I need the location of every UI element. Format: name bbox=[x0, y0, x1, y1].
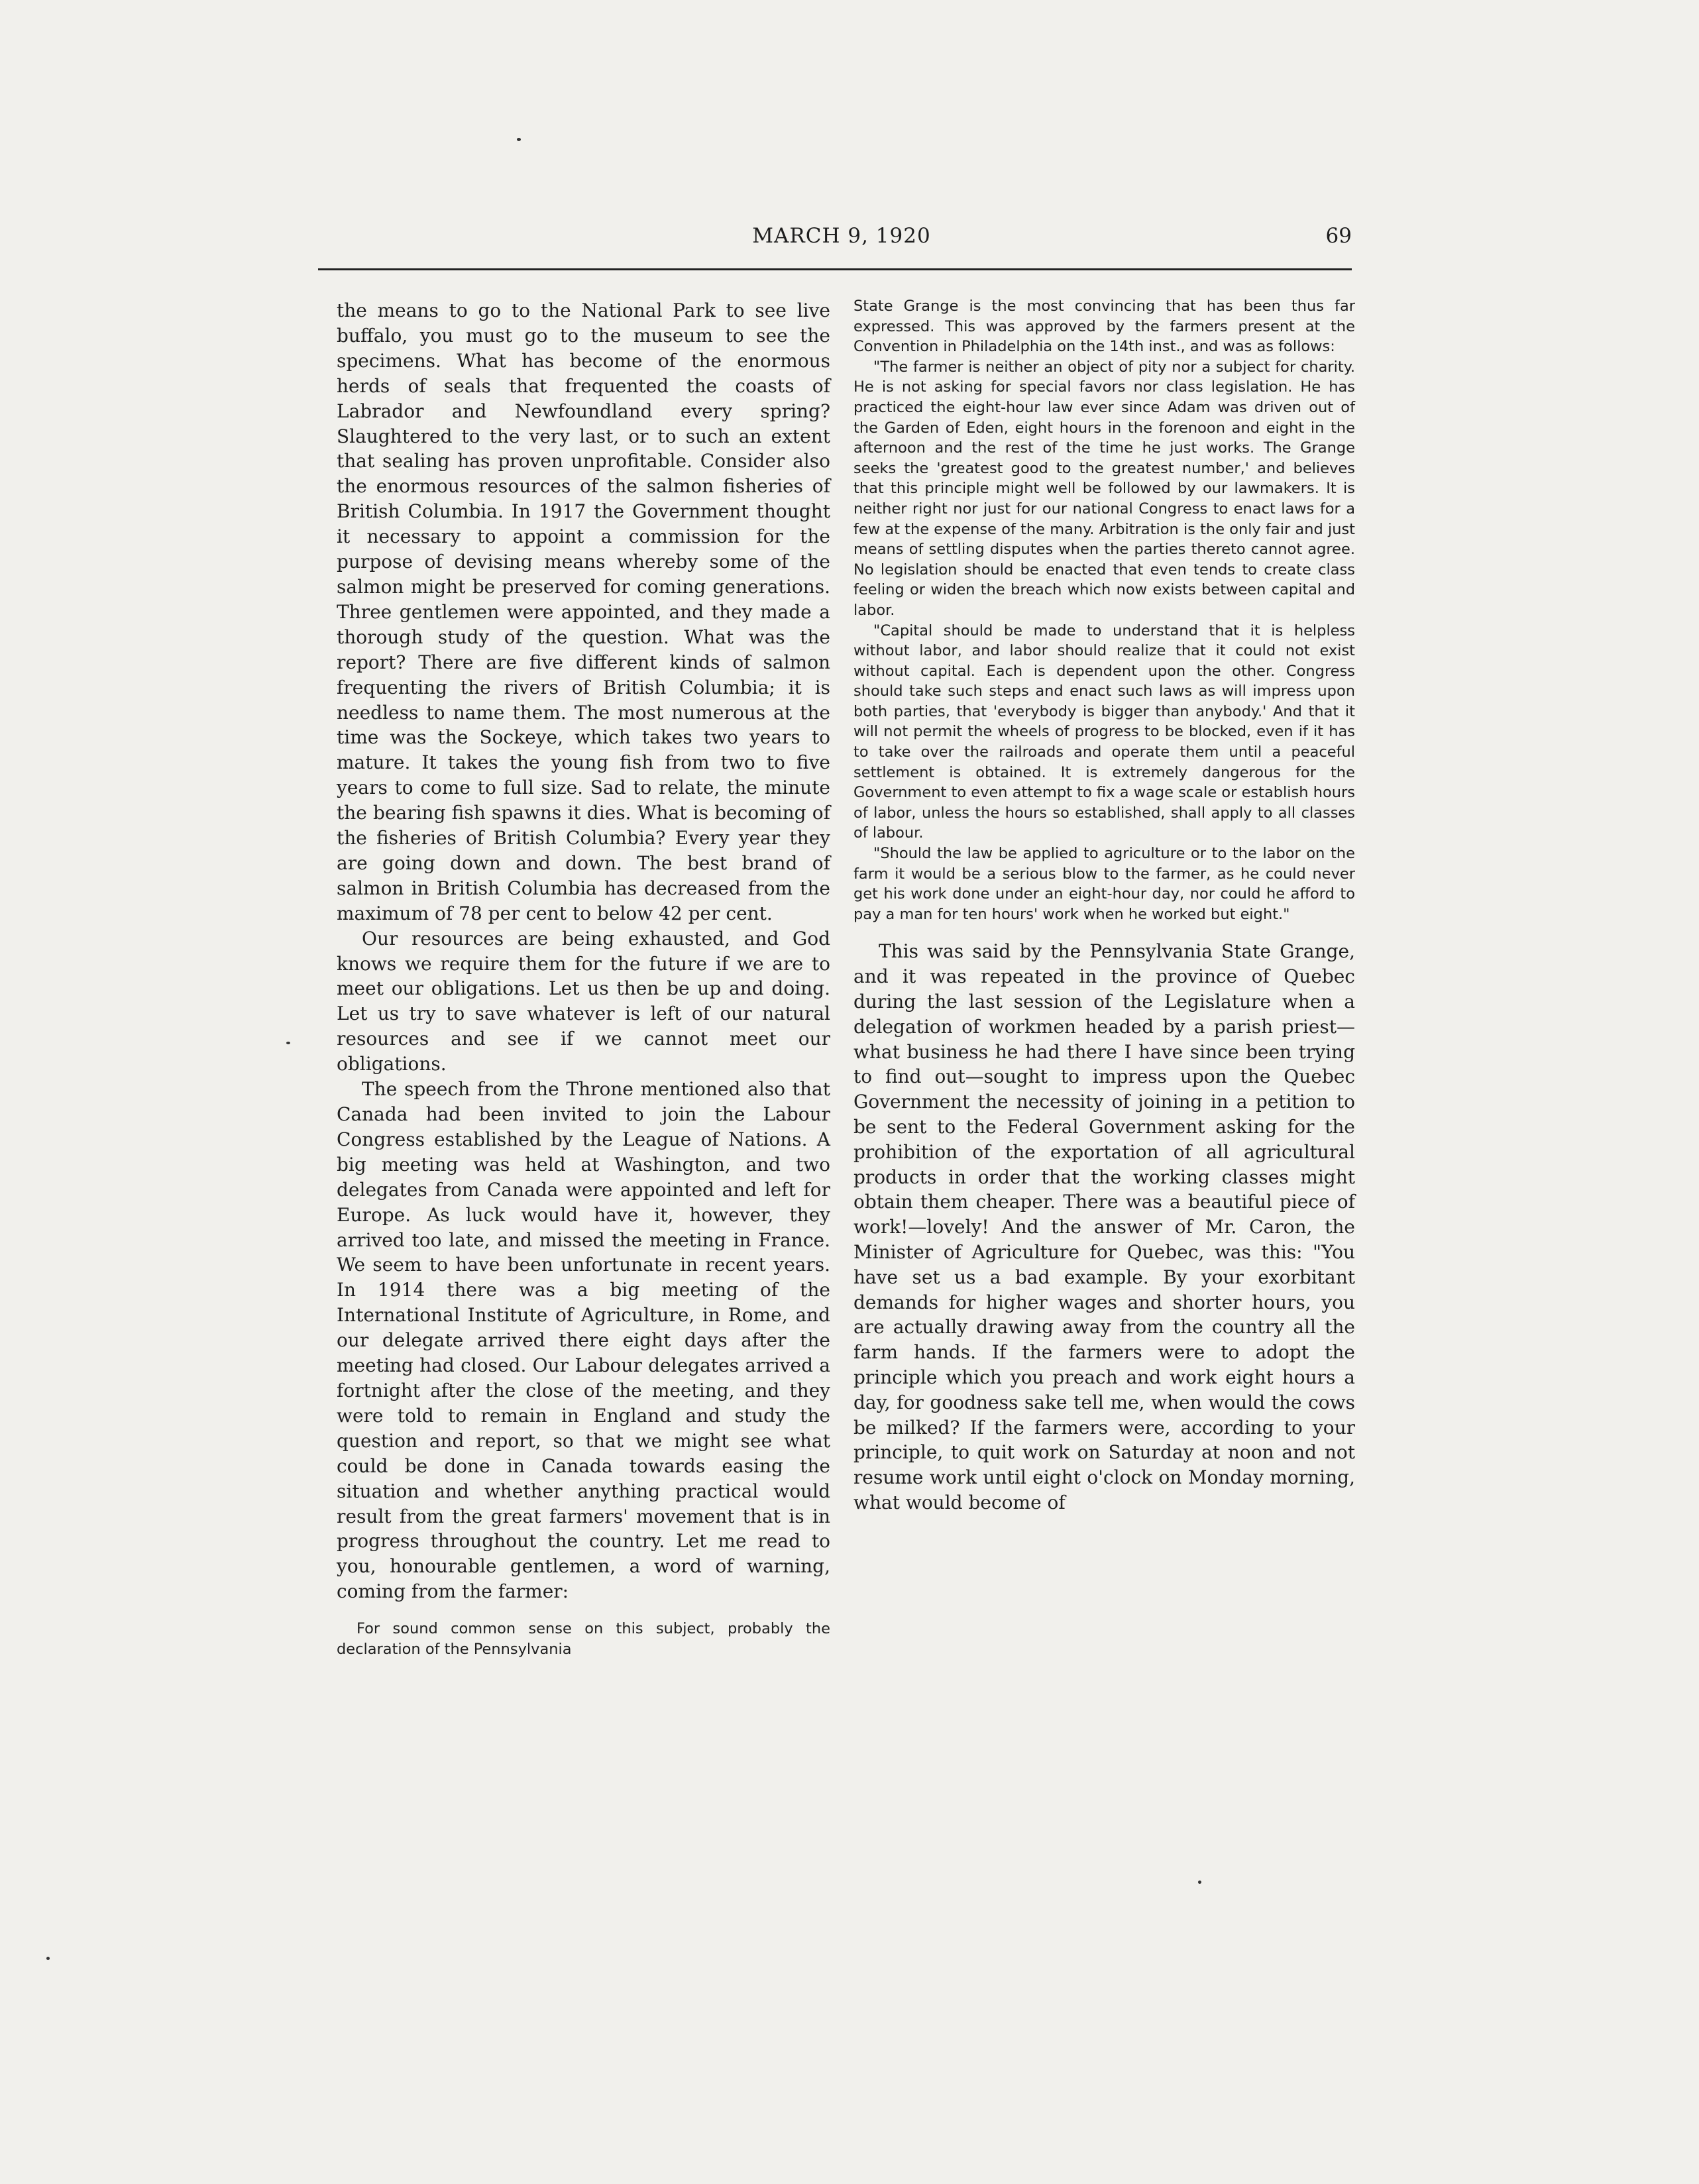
quoted-declaration bbox=[853, 296, 1355, 924]
right-body bbox=[853, 939, 1355, 1515]
right-small-paragraph-1: State Grange is the most convincing that has been thus far expressed. This was approved by the farmers present at the Convention in Philadelphia on the 14th inst., and was as follows: bbox=[853, 298, 1355, 356]
header-date: MARCH 9, 1920 bbox=[752, 224, 931, 248]
left-small-paragraph: For sound common sense on this subject, probably the declaration of the Pennsylvania bbox=[337, 1620, 830, 1658]
page-number: 69 bbox=[1325, 224, 1352, 248]
right-small-paragraph-2: "The farmer is neither an object of pity nor a subject for charity. He is not asking for special favors nor class legislation. He has practiced the eight-hour law ever since Adam was driven out of the Garden of Eden, eight hours in the forenoon and eight in the afternoon and the rest of the time he just works. The Grange seeks the 'greatest good to the greatest number,' and believes that this principle might well be followed by our lawmakers. It is neither right nor just for our national Congress to enact laws for a few at the expense of the many. Arbitration is the only fair and just means of settling disputes when the parties thereto cannot agree. No legislation should be enacted that even tends to create class feeling or widen the breach which now exists between capital and labor. bbox=[853, 358, 1355, 619]
right-small-paragraph-3: "Capital should be made to understand that it is helpless without labor, and labor should realize that it could not exist without capital. Each is dependent upon the other. Congress should take such steps and enact such laws as will impress upon both parties, that 'everybody is bigger than anybody.' And that it will not permit the wheels of progress to be blocked, even if it has to take over the railroads and operate them until a peaceful settlement is obtained. It is extremely dangerous for the Government to even attempt to fix a wage scale or establish hours of labor, unless the hours so established, shall apply to all classes of labour. bbox=[853, 622, 1355, 842]
right-small-paragraph-4: "Should the law be applied to agriculture or to the labor on the farm it would be a serious blow to the farmer, as he could never get his work done under an eight-hour day, nor could he afford to pay a man for ten hours' work when he worked but eight." bbox=[853, 845, 1355, 923]
right-column bbox=[853, 296, 1355, 1515]
scan-speck bbox=[286, 1042, 290, 1044]
left-column bbox=[337, 298, 830, 1659]
scan-speck bbox=[517, 138, 521, 141]
scan-speck bbox=[46, 1957, 50, 1960]
left-paragraph-3: The speech from the Throne mentioned also that Canada had been invited to join the Labour Congress established by the League of Nations. A big meeting was held at Washington, and two delegates from Canada were appointed and left for Europe. As luck would have it, however, they arrived too late, and missed the meeting in France. We seem to have been unfortunate in recent years. In 1914 there was a big meeting of the International Institute of Agriculture, in Rome, and our delegate arrived there eight days after the meeting had closed. Our Labour delegates arrived a fortnight after the close of the meeting, and they were told to remain in England and study the question and report, so that we might see what could be done in Canada towards easing the situation and whether anything practical would result from the great farmers' movement that is in progress throughout the country. Let me read to you, honourable gentlemen, a word of warning, coming from the farmer: bbox=[337, 1078, 830, 1603]
right-large-paragraph: This was said by the Pennsylvania State Grange, and it was repeated in the province of Quebec during the last session of the Legislature when a delegation of workmen headed by a parish priest—what business he had there I have since been trying to find out—sought to impress upon the Quebec Government the necessity of joining in a petition to be sent to the Federal Government asking for the prohibition of the exportation of all agricultural products in order that the working classes might obtain them cheaper. There was a beautiful piece of work!—lovely! And the answer of Mr. Caron, the Minister of Agriculture for Quebec, was this: "You have set us a bad example. By your exorbitant demands for higher wages and shorter hours, you are actually drawing away from the country all the farm hands. If the farmers were to adopt the principle which you preach and work eight hours a day, for goodness sake tell me, when would the cows be milked? If the farmers were, according to your principle, to quit work on Saturday at noon and not resume work until eight o'clock on Monday morning, what would become of bbox=[853, 940, 1355, 1513]
left-paragraph-2: Our resources are being exhausted, and God knows we require them for the future if we are to meet our obligations. Let us then be up and doing. Let us try to save whatever is left of our natural resources and see if we cannot meet our obligations. bbox=[337, 927, 830, 1075]
header-rule bbox=[318, 268, 1352, 270]
page-header bbox=[318, 224, 1352, 257]
left-paragraph-1: the means to go to the National Park to see live buffalo, you must go to the museum to see the specimens. What has become of the enormous herds of seals that frequented the coasts of Labrador and Newfoundland every spring? Slaughtered to the very last, or to such an extent that sealing has proven unprofitable. Consider also the enormous resources of the salmon fisheries of British Columbia. In 1917 the Government thought it necessary to appoint a commission for the purpose of devising means whereby some of the salmon might be preserved for coming generations. Three gentlemen were appointed, and they made a thorough study of the question. What was the report? There are five different kinds of salmon frequenting the rivers of British Columbia; it is needless to name them. The most numerous at the time was the Sockeye, which takes two years to mature. It takes the young fish from two to five years to come to full size. Sad to relate, the minute the bearing fish spawns it dies. What is becoming of the fisheries of British Columbia? Every year they are going down and down. The best brand of salmon in British Columbia has decreased from the maximum of 78 per cent to below 42 per cent. bbox=[337, 300, 830, 924]
scan-speck bbox=[1198, 1881, 1201, 1884]
